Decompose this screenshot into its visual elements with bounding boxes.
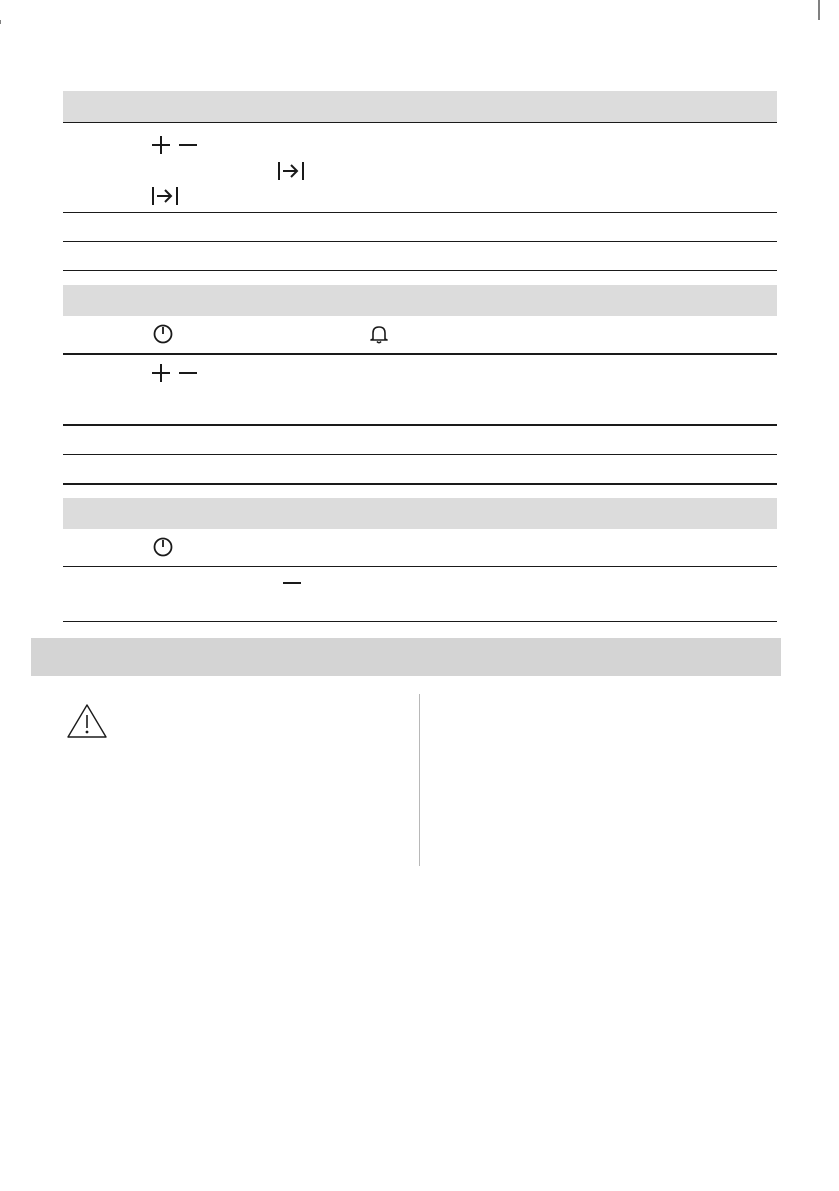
table-row bbox=[63, 355, 777, 426]
plus-icon bbox=[152, 136, 170, 154]
minus-icon bbox=[281, 577, 303, 589]
section-heading-band bbox=[31, 638, 781, 676]
column-divider bbox=[419, 694, 420, 866]
plus-minus-icons bbox=[151, 134, 201, 156]
clock-icon bbox=[153, 537, 173, 557]
table-row bbox=[63, 426, 777, 455]
settings-table-3 bbox=[63, 498, 777, 622]
table-header-2 bbox=[63, 285, 777, 316]
warning-triangle-icon bbox=[66, 703, 108, 739]
crop-mark-top-left bbox=[0, 0, 24, 24]
table-row bbox=[63, 213, 777, 242]
table-row bbox=[63, 529, 777, 567]
table-row bbox=[63, 242, 777, 271]
table-row bbox=[63, 316, 777, 355]
settings-table-1 bbox=[63, 91, 777, 271]
table-row bbox=[63, 455, 777, 485]
plus-icon bbox=[152, 364, 170, 382]
crop-mark-top-right bbox=[815, 0, 839, 24]
table-row bbox=[63, 567, 777, 622]
table-header-1 bbox=[63, 91, 777, 122]
plus-minus-icons bbox=[151, 362, 201, 384]
table-row bbox=[63, 122, 777, 213]
table-header-3 bbox=[63, 498, 777, 529]
skip-to-end-icon bbox=[277, 160, 307, 182]
skip-to-end-icon bbox=[151, 185, 181, 207]
settings-table-2 bbox=[63, 285, 777, 485]
bell-icon bbox=[370, 324, 388, 344]
clock-icon bbox=[153, 324, 173, 344]
